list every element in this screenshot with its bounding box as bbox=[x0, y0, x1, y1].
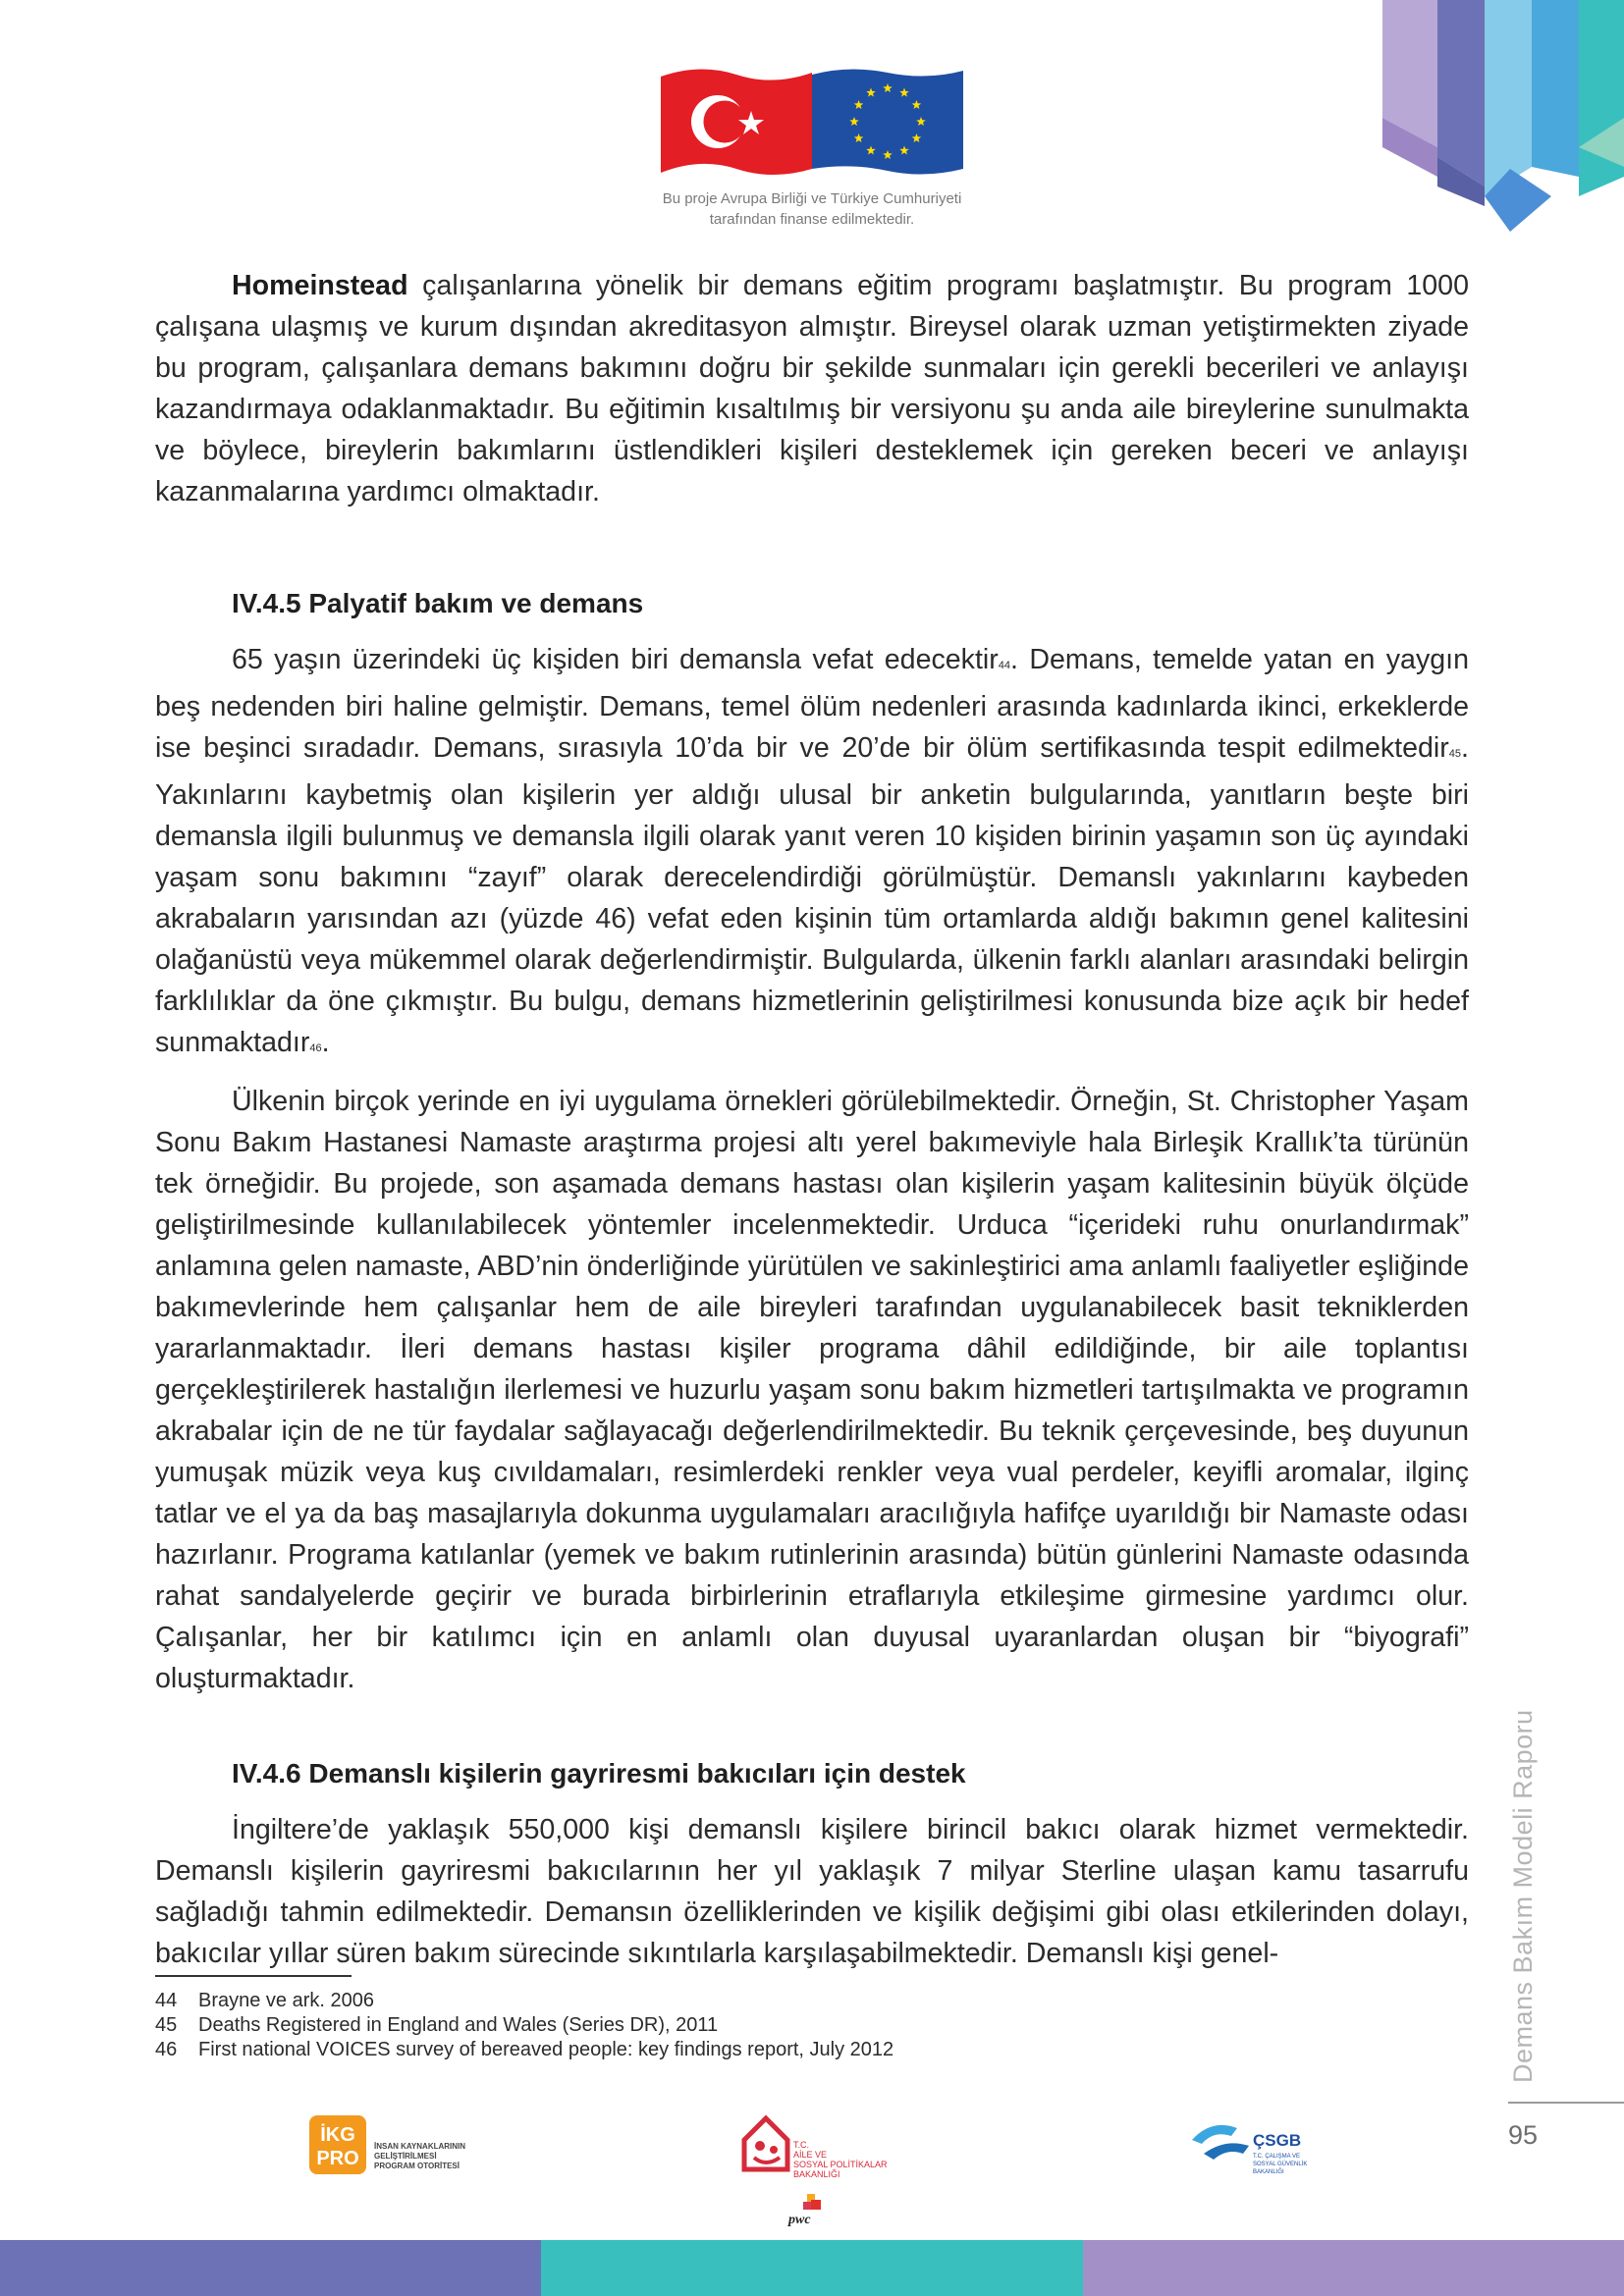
csgb-logo bbox=[1188, 2110, 1326, 2179]
footnote-46 bbox=[155, 2038, 1137, 2062]
footnote-ref-46: 46 bbox=[309, 1042, 322, 1054]
ikg-pro-logo bbox=[309, 2115, 476, 2174]
svg-text:BAKANLIĞI: BAKANLIĞI bbox=[793, 2169, 840, 2179]
footnote-text: Brayne ve ark. 2006 bbox=[198, 1990, 374, 2011]
paragraph-2-part-d: . bbox=[321, 1027, 330, 1058]
eu-flag-icon bbox=[812, 67, 963, 177]
svg-text:GELİŞTİRİLMESİ: GELİŞTİRİLMESİ bbox=[374, 2152, 437, 2161]
paragraph-carers-block bbox=[155, 1809, 1469, 1974]
svg-text:AİLE VE: AİLE VE bbox=[793, 2150, 828, 2160]
svg-text:İNSAN KAYNAKLARININ: İNSAN KAYNAKLARININ bbox=[374, 2142, 466, 2151]
header-flags bbox=[661, 67, 963, 175]
corner-decoration bbox=[1382, 0, 1624, 236]
paragraph-1-text: çalışanlarına yönelik bir demans eğitim programı başlatmıştır. Bu program 1000 çalışana ulaşmış ve kurum dışından akreditasyon almıştır. Bireysel olarak uzman yetiştirmekten ziyade bu program, çalışanlara demans bakımını doğru bir şekilde sunmaları için gerekli becerileri ve anlayışı kazandırmaya odaklanmaktadır. Bu eğitimin kısaltılmış bir versiyonu şu anda aile bireylerine sunulmakta ve böylece, bireylerin bakımlarını üstlendikleri kişileri desteklemek için gereken beceri ve anlayışı kazanmalarına yardımcı olmaktadır. bbox=[155, 270, 1469, 507]
funding-note: Bu proje Avrupa Birliği ve Türkiye Cumhuriyeti tarafından finanse edilmektedir. bbox=[662, 190, 962, 228]
pwc-logo bbox=[785, 2194, 825, 2229]
paragraph-2-part-a: 65 yaşın üzerindeki üç kişiden biri demansla vefat edecektir bbox=[232, 644, 999, 675]
bottom-bar-segment-left bbox=[0, 2240, 541, 2296]
footnote-text: Deaths Registered in England and Wales (Series DR), 2011 bbox=[198, 2014, 719, 2036]
section-heading-carers: IV.4.6 Demanslı kişilerin gayriresmi bakıcıları için destek bbox=[232, 1758, 966, 1789]
bottom-bar-segment-right bbox=[1083, 2240, 1624, 2296]
footnote-44 bbox=[155, 1989, 1137, 2013]
footnote-number: 45 bbox=[155, 2014, 178, 2036]
section-heading-palliative: IV.4.5 Palyatif bakım ve demans bbox=[232, 588, 644, 618]
footnote-rule bbox=[155, 1975, 352, 1977]
footnote-number: 44 bbox=[155, 1990, 178, 2011]
paragraph-2-part-b: . Demans, temelde yatan en yaygın beş nedenden biri haline gelmiştir. Demans, temel ölüm nedenleri arasında kadınlarda ikinci, erkeklerde ise beşinci sıradadır. Demans, sırasıyla 10’da bir ve 20’de bir ölüm sertifikasında tespit edilmektedir bbox=[155, 644, 1469, 764]
paragraph-homeinstead bbox=[155, 265, 1469, 512]
svg-text:PROGRAM OTORİTESİ: PROGRAM OTORİTESİ bbox=[374, 2162, 460, 2170]
aile-sosyal-politikalar-logo bbox=[736, 2110, 893, 2179]
svg-text:T.C.: T.C. bbox=[793, 2140, 810, 2150]
footnote-45 bbox=[155, 2013, 1137, 2038]
bottom-bar-segment-middle bbox=[541, 2240, 1082, 2296]
footnote-number: 46 bbox=[155, 2039, 178, 2060]
svg-text:ÇSGB: ÇSGB bbox=[1253, 2131, 1302, 2150]
footnote-text: First national VOICES survey of bereaved people: key findings report, July 2012 bbox=[198, 2039, 894, 2060]
svg-text:pwc: pwc bbox=[788, 2213, 811, 2227]
sidebar-divider bbox=[1508, 2102, 1624, 2104]
paragraph-4: İngiltere’de yaklaşık 550,000 kişi demanslı kişilere birincil bakıcı olarak hizmet vermektedir. Demanslı kişilerin gayriresmi bakıcılarının her yıl yaklaşık 7 milyar Sterline ulaşan kamu tasarrufu sağladığı tahmin edilmektedir. Demansın özelliklerinden ve kişilik değişimi gibi olası etkilerinden dolayı, bakıcılar yıllar süren bakım sürecinde sıkıntılarla karşılaşabilmektedir. Demanslı kişi genel- bbox=[155, 1814, 1469, 1969]
footnote-ref-45: 45 bbox=[1448, 748, 1462, 760]
footnotes bbox=[155, 1989, 1137, 2062]
paragraph-1 bbox=[155, 265, 1469, 512]
svg-text:PRO: PRO bbox=[316, 2148, 359, 2169]
paragraph-2-part-c: . Yakınlarını kaybetmiş olan kişilerin yer aldığı ulusal bir anketin bulgularında, yanıtların beşte biri demansla ilgili bulunmuş ve demansla ilgili olarak yanıt veren 10 kişiden birinin yaşamın son üç ayındaki yaşam sonu bakımını “zayıf” olarak derecelendirdiği görülmüştür. Demanslı yakınlarını kaybeden akrabaların yarısından azı (yüzde 46) vefat eden kişinin tüm ortamlarda aldığı bakımın genel kalitesini olağanüstü veya mükemmel olarak değerlendirmiştir. Bulgularda, ülkenin farklı alanları arasındaki belirgin farklılıklar da öne çıkmıştır. Bu bulgu, demans hizmetlerinin geliştirilmesi konusunda bize açık bir hedef sunmaktadır bbox=[155, 732, 1469, 1058]
bottom-color-bar bbox=[0, 2240, 1624, 2296]
paragraph-palliative-block bbox=[155, 639, 1469, 1699]
turkey-flag-icon bbox=[661, 67, 812, 177]
footnote-ref-44: 44 bbox=[998, 660, 1011, 671]
svg-text:BAKANLIĞI: BAKANLIĞI bbox=[1253, 2169, 1284, 2175]
svg-text:SOSYAL POLİTİKALAR: SOSYAL POLİTİKALAR bbox=[793, 2160, 888, 2169]
paragraph-2 bbox=[155, 639, 1469, 1069]
page-number: 95 bbox=[1508, 2120, 1539, 2150]
paragraph-3: Ülkenin birçok yerinde en iyi uygulama örnekleri görülebilmektedir. Örneğin, St. Christopher Yaşam Sonu Bakım Hastanesi Namaste araştırma projesi altı yerel bakımeviyle hala Birleşik Krallık’ta türünün tek örneğidir. Bu projede, son aşamada demans hastası olan kişilerin yaşam kalitesinin büyük ölçüde geliştirilmesinde kullanılabilecek yöntemler incelenmektedir. Urduca “içerideki ruhu onurlandırmak” anlamına gelen namaste, ABD’nin önderliğinde yürütülen ve sakinleştirici ama anlamlı faaliyetler eşliğinde bakımevlerinde hem çalışanlar hem de aile bireyleri tarafından uygulanabilecek basit tekniklerden yararlanmaktadır. İleri demans hastası kişiler programa dâhil edildiğinde, bir aile toplantısı gerçekleştirilerek hastalığın ilerlemesi ve huzurlu yaşam sonu bakım hizmetleri tartışılmakta ve programın akrabalar için de ne tür faydalar sağlayacağı değerlendirilmektedir. Bu teknik çerçevesinde, beş duyunun yumuşak müzik veya kuş cıvıldamaları, resimlerdeki renkler veya vual perdeler, keyifli aromalar, ilginç tatlar ve el ya da baş masajlarıyla dokunma uygulamaları aracılığıyla hafifçe uyarıldığı bir Namaste odası hazırlanır. Programa katılanlar (yemek ve bakım rutinlerinin arasında) bütün günlerini Namaste odasında rahat sandalyelerde geçirir ve burada birbirlerinin etraflarıyla etkileşime girmesine yardımcı olur. Çalışanlar, her bir katılımcı için en anlamlı olan duyusal uyaranlardan oluşan bir “biyografi” oluşturmaktadır. bbox=[155, 1086, 1469, 1694]
report-title-vertical: Demans Bakım Modeli Raporu bbox=[1508, 1709, 1538, 2083]
svg-text:İKG: İKG bbox=[320, 2124, 355, 2146]
svg-text:T.C. ÇALIŞMA VE: T.C. ÇALIŞMA VE bbox=[1253, 2154, 1301, 2160]
svg-text:SOSYAL GÜVENLİK: SOSYAL GÜVENLİK bbox=[1253, 2162, 1308, 2167]
bold-term: Homeinstead bbox=[232, 270, 408, 301]
section-palliative bbox=[155, 586, 1469, 621]
section-informal-carers bbox=[155, 1756, 1469, 1791]
